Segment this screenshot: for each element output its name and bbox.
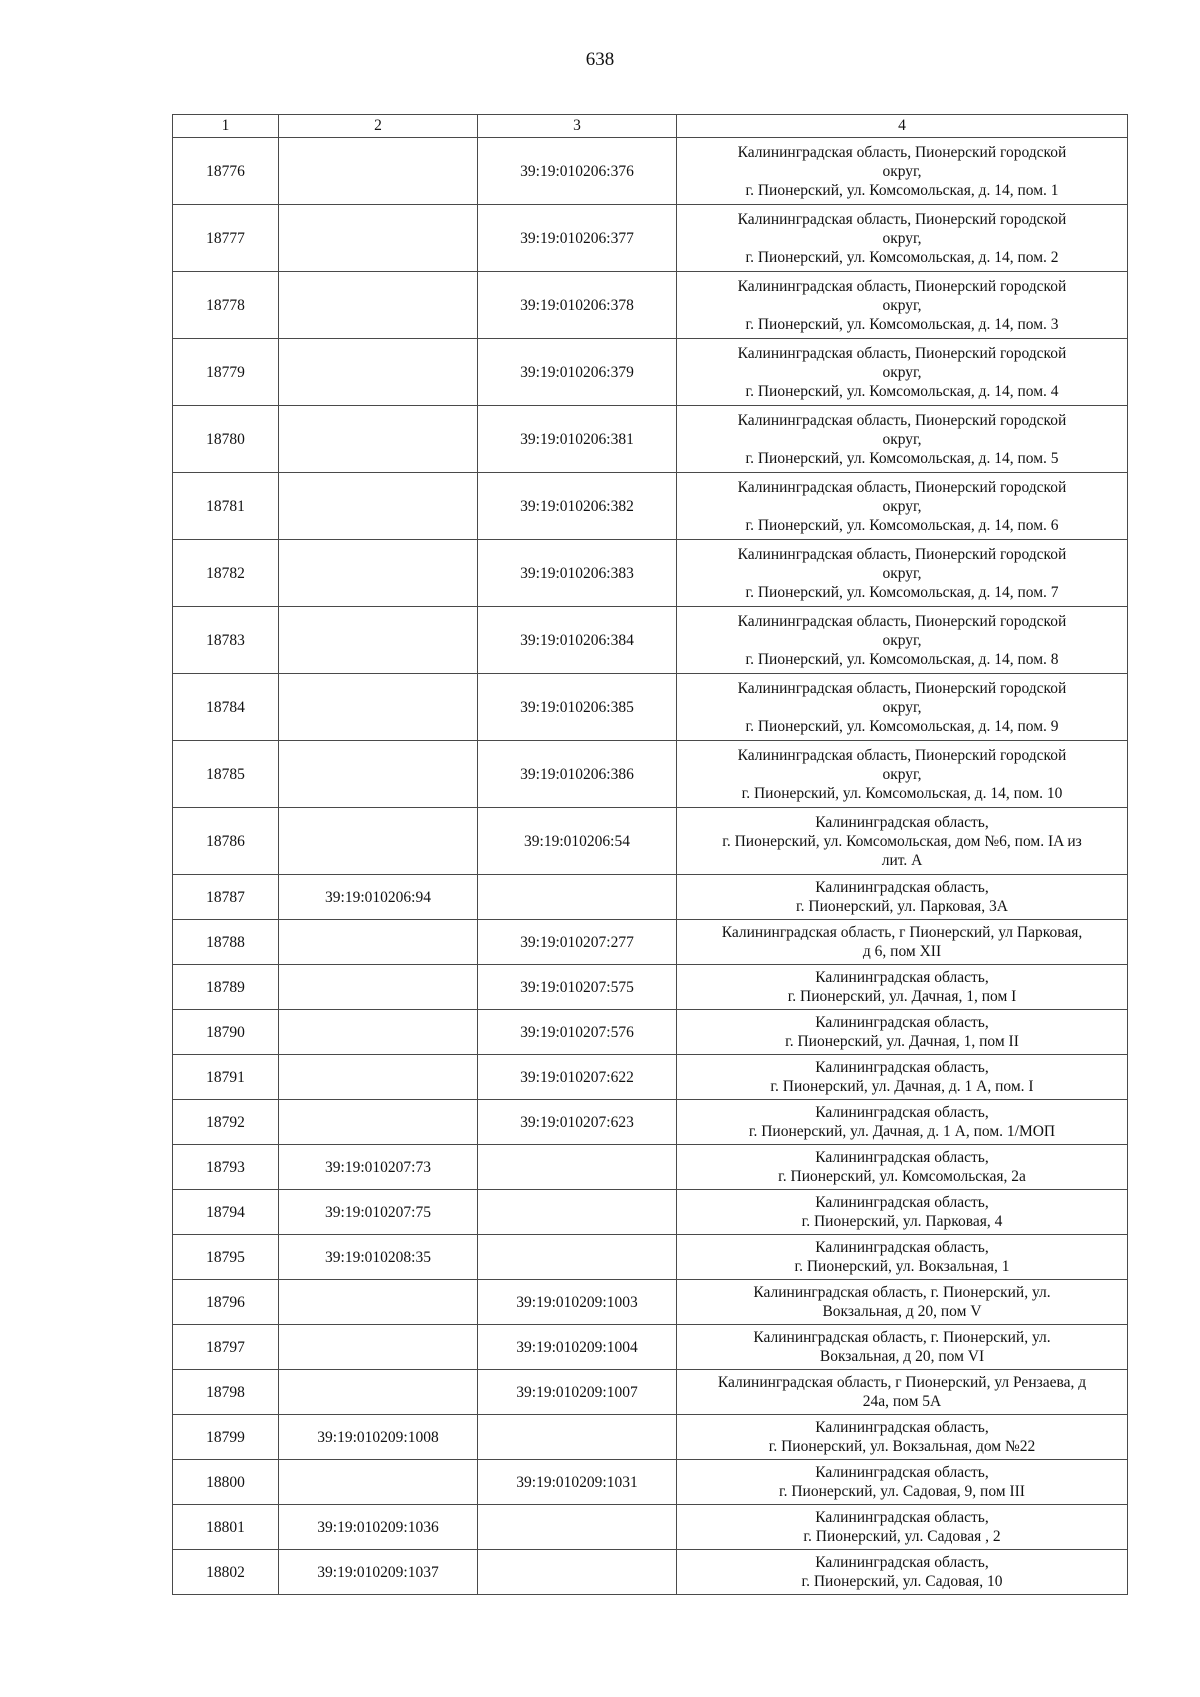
row-number-cell: 18788 [173,920,279,965]
cadastral-number-col3-cell: 39:19:010206:382 [478,473,677,540]
row-number-cell: 18801 [173,1505,279,1550]
cadastral-number-col2-cell: 39:19:010209:1036 [279,1505,478,1550]
table-row [173,540,1128,607]
table-row [173,1145,1128,1190]
table-row [173,1415,1128,1460]
address-cell: Калининградская область, Пионерский городской округ, г. Пионерский, ул. Комсомольская, д. 14, пом. 3 [677,272,1128,339]
cadastral-number-col2-cell [279,741,478,808]
cadastral-number-col2-cell [279,205,478,272]
row-number-cell: 18792 [173,1100,279,1145]
cadastral-number-col3-cell [478,1505,677,1550]
table-row [173,1505,1128,1550]
address-cell: Калининградская область, г. Пионерский, ул. Комсомольская, 2а [677,1145,1128,1190]
cadastral-number-col2-cell [279,540,478,607]
row-number-cell: 18793 [173,1145,279,1190]
cadastral-number-col2-cell [279,1100,478,1145]
row-number-cell: 18777 [173,205,279,272]
table-row [173,1280,1128,1325]
cadastral-number-col2-cell: 39:19:010207:75 [279,1190,478,1235]
table-row [173,1550,1128,1595]
row-number-cell: 18798 [173,1370,279,1415]
cadastral-number-col2-cell [279,965,478,1010]
cadastral-number-col3-cell: 39:19:010207:277 [478,920,677,965]
cadastral-number-col2-cell [279,406,478,473]
row-number-cell: 18776 [173,138,279,205]
row-number-cell: 18784 [173,674,279,741]
row-number-cell: 18791 [173,1055,279,1100]
address-cell: Калининградская область, Пионерский городской округ, г. Пионерский, ул. Комсомольская, д. 14, пом. 9 [677,674,1128,741]
cadastral-number-col3-cell: 39:19:010206:379 [478,339,677,406]
cadastral-number-col3-cell: 39:19:010206:376 [478,138,677,205]
cadastral-number-col2-cell [279,473,478,540]
row-number-cell: 18794 [173,1190,279,1235]
address-cell: Калининградская область, г Пионерский, ул Рензаева, д 24а, пом 5А [677,1370,1128,1415]
table-row [173,1100,1128,1145]
row-number-cell: 18796 [173,1280,279,1325]
address-cell: Калининградская область, г. Пионерский, ул. Парковая, 4 [677,1190,1128,1235]
table-row [173,205,1128,272]
cadastral-number-col3-cell: 39:19:010206:54 [478,808,677,875]
table-row [173,1235,1128,1280]
table-body [173,138,1128,1595]
cadastral-number-col2-cell [279,1280,478,1325]
cadastral-number-col3-cell: 39:19:010206:385 [478,674,677,741]
cadastral-number-col2-cell: 39:19:010206:94 [279,875,478,920]
property-registry-table [172,114,1128,1595]
row-number-cell: 18785 [173,741,279,808]
address-cell: Калининградская область, г. Пионерский, ул. Садовая, 10 [677,1550,1128,1595]
address-cell: Калининградская область, Пионерский городской округ, г. Пионерский, ул. Комсомольская, д. 14, пом. 8 [677,607,1128,674]
table-row [173,741,1128,808]
cadastral-number-col2-cell [279,674,478,741]
row-number-cell: 18795 [173,1235,279,1280]
cadastral-number-col3-cell: 39:19:010207:622 [478,1055,677,1100]
address-cell: Калининградская область, г. Пионерский, ул. Вокзальная, дом №22 [677,1415,1128,1460]
table-row [173,1370,1128,1415]
row-number-cell: 18790 [173,1010,279,1055]
address-cell: Калининградская область, г. Пионерский, ул. Садовая , 2 [677,1505,1128,1550]
cadastral-number-col2-cell [279,808,478,875]
table-row [173,1055,1128,1100]
row-number-cell: 18781 [173,473,279,540]
address-cell: Калининградская область, г. Пионерский, ул. Вокзальная, д 20, пом VI [677,1325,1128,1370]
row-number-cell: 18802 [173,1550,279,1595]
cadastral-number-col3-cell: 39:19:010207:576 [478,1010,677,1055]
cadastral-number-col2-cell [279,1460,478,1505]
table-row [173,1190,1128,1235]
cadastral-number-col3-cell: 39:19:010209:1031 [478,1460,677,1505]
table-row [173,1010,1128,1055]
cadastral-number-col2-cell [279,1325,478,1370]
address-cell: Калининградская область, Пионерский городской округ, г. Пионерский, ул. Комсомольская, д. 14, пом. 10 [677,741,1128,808]
cadastral-number-col3-cell [478,1550,677,1595]
cadastral-number-col3-cell: 39:19:010206:377 [478,205,677,272]
table-row [173,808,1128,875]
cadastral-number-col2-cell: 39:19:010207:73 [279,1145,478,1190]
address-cell: Калининградская область, г. Пионерский, ул. Парковая, 3А [677,875,1128,920]
table-row [173,406,1128,473]
cadastral-number-col3-cell: 39:19:010209:1007 [478,1370,677,1415]
table-row [173,272,1128,339]
table-row [173,339,1128,406]
row-number-cell: 18782 [173,540,279,607]
cadastral-number-col2-cell [279,339,478,406]
address-cell: Калининградская область, г. Пионерский, ул. Дачная, д. 1 А, пом. I [677,1055,1128,1100]
table-row [173,965,1128,1010]
address-cell: Калининградская область, г. Пионерский, ул. Дачная, 1, пом II [677,1010,1128,1055]
address-cell: Калининградская область, Пионерский городской округ, г. Пионерский, ул. Комсомольская, д. 14, пом. 2 [677,205,1128,272]
cadastral-number-col3-cell: 39:19:010207:575 [478,965,677,1010]
cadastral-number-col2-cell [279,607,478,674]
cadastral-number-col2-cell: 39:19:010209:1037 [279,1550,478,1595]
address-cell: Калининградская область, г. Пионерский, ул. Дачная, д. 1 А, пом. 1/МОП [677,1100,1128,1145]
address-cell: Калининградская область, г. Пионерский, ул. Дачная, 1, пом I [677,965,1128,1010]
cadastral-number-col3-cell: 39:19:010206:378 [478,272,677,339]
cadastral-number-col2-cell [279,138,478,205]
cadastral-number-col2-cell [279,1055,478,1100]
table-row [173,607,1128,674]
cadastral-number-col3-cell: 39:19:010206:381 [478,406,677,473]
table-row [173,473,1128,540]
row-number-cell: 18789 [173,965,279,1010]
row-number-cell: 18783 [173,607,279,674]
address-cell: Калининградская область, Пионерский городской округ, г. Пионерский, ул. Комсомольская, д. 14, пом. 5 [677,406,1128,473]
row-number-cell: 18786 [173,808,279,875]
cadastral-number-col2-cell [279,920,478,965]
cadastral-number-col3-cell [478,1145,677,1190]
header-col-1: 1 [173,115,279,138]
table-row [173,875,1128,920]
table-row [173,138,1128,205]
header-col-2: 2 [279,115,478,138]
cadastral-number-col2-cell [279,1010,478,1055]
row-number-cell: 18779 [173,339,279,406]
address-cell: Калининградская область, г Пионерский, ул Парковая, д 6, пом XII [677,920,1128,965]
address-cell: Калининградская область, г. Пионерский, ул. Вокзальная, д 20, пом V [677,1280,1128,1325]
cadastral-number-col3-cell: 39:19:010206:384 [478,607,677,674]
header-row [173,115,1128,138]
cadastral-number-col3-cell: 39:19:010209:1004 [478,1325,677,1370]
header-col-3: 3 [478,115,677,138]
cadastral-number-col2-cell [279,1370,478,1415]
table-row [173,920,1128,965]
row-number-cell: 18797 [173,1325,279,1370]
address-cell: Калининградская область, г. Пионерский, ул. Комсомольская, дом №6, пом. IA из лит. А [677,808,1128,875]
cadastral-number-col3-cell: 39:19:010206:386 [478,741,677,808]
row-number-cell: 18778 [173,272,279,339]
cadastral-number-col3-cell [478,1415,677,1460]
page-number: 638 [585,49,615,70]
row-number-cell: 18780 [173,406,279,473]
cadastral-number-col2-cell [279,272,478,339]
row-number-cell: 18787 [173,875,279,920]
address-cell: Калининградская область, г. Пионерский, ул. Садовая, 9, пом III [677,1460,1128,1505]
address-cell: Калининградская область, Пионерский городской округ, г. Пионерский, ул. Комсомольская, д. 14, пом. 6 [677,473,1128,540]
row-number-cell: 18799 [173,1415,279,1460]
cadastral-number-col3-cell [478,1235,677,1280]
address-cell: Калининградская область, Пионерский городской округ, г. Пионерский, ул. Комсомольская, д. 14, пом. 1 [677,138,1128,205]
cadastral-number-col2-cell: 39:19:010209:1008 [279,1415,478,1460]
table-row [173,674,1128,741]
cadastral-number-col2-cell: 39:19:010208:35 [279,1235,478,1280]
table-row [173,1460,1128,1505]
table-row [173,1325,1128,1370]
address-cell: Калининградская область, Пионерский городской округ, г. Пионерский, ул. Комсомольская, д. 14, пом. 7 [677,540,1128,607]
address-cell: Калининградская область, г. Пионерский, ул. Вокзальная, 1 [677,1235,1128,1280]
cadastral-number-col3-cell [478,875,677,920]
header-col-4: 4 [677,115,1128,138]
cadastral-number-col3-cell [478,1190,677,1235]
cadastral-number-col3-cell: 39:19:010207:623 [478,1100,677,1145]
address-cell: Калининградская область, Пионерский городской округ, г. Пионерский, ул. Комсомольская, д. 14, пом. 4 [677,339,1128,406]
cadastral-number-col3-cell: 39:19:010209:1003 [478,1280,677,1325]
cadastral-number-col3-cell: 39:19:010206:383 [478,540,677,607]
row-number-cell: 18800 [173,1460,279,1505]
